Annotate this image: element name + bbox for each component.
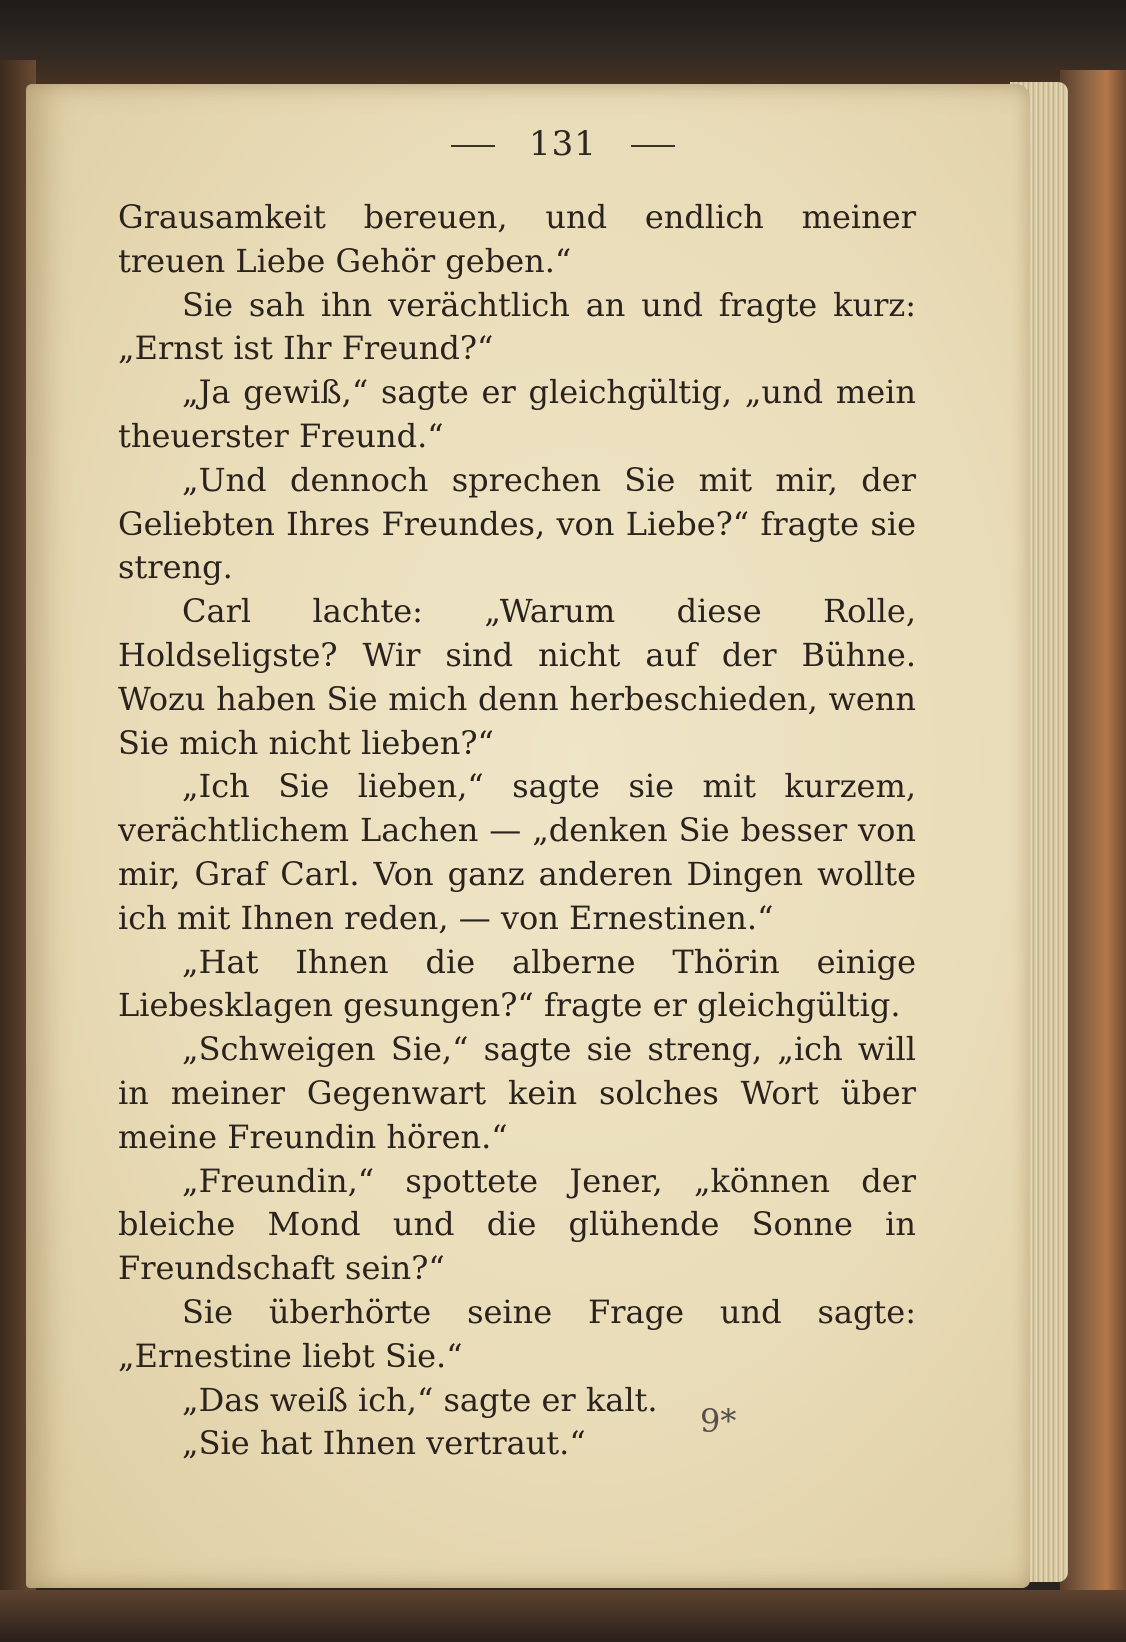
page-header [0, 124, 1126, 164]
book-cover-top [0, 0, 1126, 90]
paragraph: Grausamkeit bereuen, und endlich meiner treuen Liebe Gehör geben.“ [118, 198, 916, 280]
paragraph: „Hat Ihnen die alberne Thörin einige Liebesklagen gesungen?“ fragte er gleichgültig. [118, 942, 916, 1025]
signature-mark: 9* [700, 1402, 737, 1440]
paragraph: „Ja gewiß,“ sagte er gleichgültig, „und mein theuerster Freund.“ [118, 373, 916, 455]
header-dash-left [451, 145, 495, 147]
book-cover-right [1060, 70, 1126, 1642]
paragraph: „Ich Sie lieben,“ sagte sie mit kurzem, verächtlichem Lachen — „denken Sie besser von mir, Graf Carl. Von ganz anderen Dingen wollte ich mit Ihnen reden, — von Ernestinen.“ [118, 767, 916, 937]
header-dash-right [631, 145, 675, 147]
paragraph: „Schweigen Sie,“ sagte sie streng, „ich will in meiner Gegenwart kein solches Wort über meine Freundin hören.“ [118, 1030, 916, 1156]
book-cover-bottom [0, 1590, 1126, 1642]
paragraph: Carl lachte: „Warum diese Rolle, Holdseligste? Wir sind nicht auf der Bühne. Wozu haben Sie mich denn herbeschieden, wenn Sie mich nicht lieben?“ [118, 592, 916, 762]
paragraph: „Und dennoch sprechen Sie mit mir, der Geliebten Ihres Freundes, von Liebe?“ fragte sie streng. [118, 460, 916, 587]
paragraph: Sie überhörte seine Frage und sagte: „Ernestine liebt Sie.“ [118, 1292, 916, 1375]
paragraph: Sie sah ihn verächtlich an und fragte kurz: „Ernst ist Ihr Freund?“ [118, 285, 916, 368]
paragraph: „Sie hat Ihnen vertraut.“ [182, 1424, 586, 1463]
paragraph: „Das weiß ich,“ sagte er kalt. [182, 1380, 658, 1419]
paragraph: „Freundin,“ spottete Jener, „können der bleiche Mond und die glühende Sonne in Freundschaft sein?“ [118, 1161, 916, 1288]
page-number: 131 [529, 124, 597, 164]
body-text [118, 196, 916, 1466]
